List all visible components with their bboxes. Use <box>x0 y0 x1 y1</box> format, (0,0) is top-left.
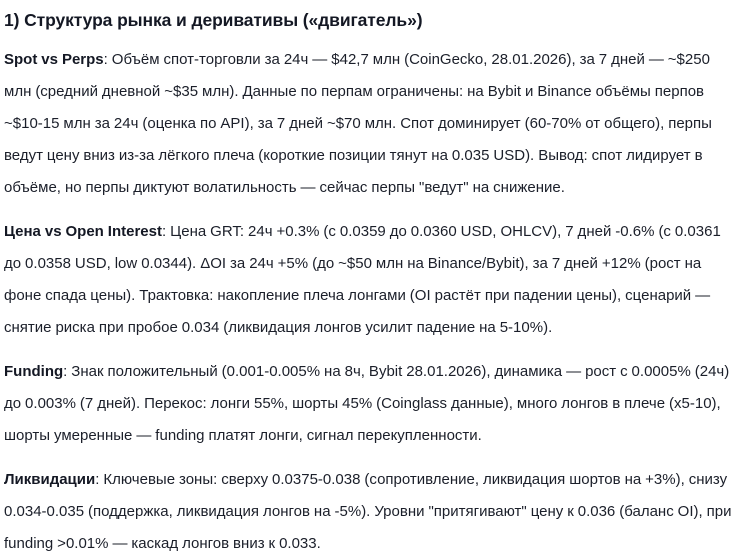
paragraph-spot-vs-perps <box>4 44 740 204</box>
paragraph-text: Цена GRT: 24ч +0.3% (с 0.0359 до 0.0360 USD, OHLCV), 7 дней -0.6% (с 0.0361 до 0.0358 USD, low 0.0344). ΔOI за 24ч +5% (до ~$50 млн на Binance/Bybit), за 7 дней +12% (рост на фоне спада цены). Трактовка: накопление плеча лонгами (OI растёт при падении цены), сценарий — снятие риска при пробое 0.034 (ликвидация лонгов усилит падение на 5-10%). <box>4 223 721 336</box>
paragraph-text: Знак положительный (0.001-0.005% на 8ч, Bybit 28.01.2026), динамика — рост с 0.0005% (24ч) до 0.003% (7 дней). Перекос: лонги 55%, шорты 45% (Coinglass данные), много лонгов в плече (x5-10), шорты умеренные — funding платят лонги, сигнал перекупленности. <box>4 363 730 444</box>
paragraph-price-vs-open-interest <box>4 216 740 344</box>
paragraph-text: Объём спот-торговли за 24ч — $42,7 млн (CoinGecko, 28.01.2026), за 7 дней — ~$250 млн (средний дневной ~$35 млн). Данные по перпам ограничены: на Bybit и Binance объёмы перпов ~$10-15 млн за 24ч (оценка по API), за 7 дней ~$70 млн. Спот доминирует (60-70% от общего), перпы ведут цену вниз из-за лёгкого плеча (короткие позиции тянут на 0.035 USD). Вывод: спот лидирует в объёме, но перпы диктуют волатильность — сейчас перпы "ведут" на снижение. <box>4 51 712 196</box>
paragraph-lead-label: Ликвидации <box>4 471 96 488</box>
paragraph-lead-label: Spot vs Perps <box>4 51 104 68</box>
paragraph-separator: : <box>162 223 171 240</box>
paragraph-lead-label: Funding <box>4 363 64 380</box>
paragraph-separator: : <box>63 363 72 380</box>
page-title: 1) Структура рынка и деривативы («двигатель») <box>4 10 423 30</box>
paragraph-separator: : <box>103 51 112 68</box>
paragraph-text: Ключевые зоны: сверху 0.0375-0.038 (сопротивление, ликвидация шортов на +3%), снизу 0.034-0.035 (поддержка, ликвидация лонгов на -5%). Уровни "притягивают" цену к 0.036 (баланс OI), при funding >0.01% — каскад лонгов вниз к 0.033. <box>4 471 732 552</box>
paragraph-lead-label: Цена vs Open Interest <box>4 223 162 240</box>
paragraph-liquidations <box>4 464 740 560</box>
paragraph-separator: : <box>95 471 104 488</box>
paragraph-funding <box>4 356 740 452</box>
